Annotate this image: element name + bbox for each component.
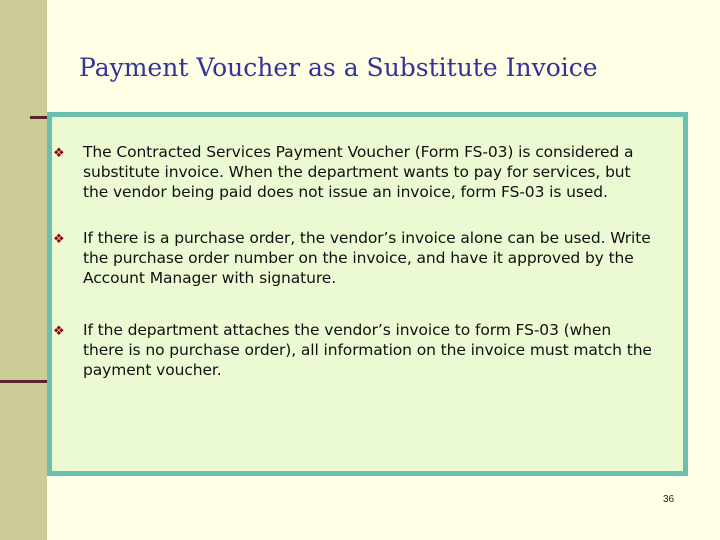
left-rule-accent — [0, 380, 50, 383]
bullet-text-1: The Contracted Services Payment Voucher (Form FS-03) is considered a substitute invoice. When the department wants to pay for services, but the vendor being paid does not issue an invoice, form FS-03 is used. — [83, 143, 634, 201]
bullet-diamond-icon: ❖ — [53, 232, 65, 247]
bullet-diamond-icon: ❖ — [53, 146, 65, 161]
bullet-item-1 — [53, 142, 653, 202]
bullet-diamond-icon: ❖ — [53, 324, 65, 339]
bullet-item-2 — [53, 228, 653, 288]
slide-title: Payment Voucher as a Substitute Invoice — [79, 53, 598, 82]
bullet-item-3 — [53, 320, 653, 380]
left-decorative-band — [0, 0, 47, 540]
bullet-text-2: If there is a purchase order, the vendor’s invoice alone can be used. Write the purchase order number on the invoice, and have it approved by the Account Manager with signature. — [83, 229, 651, 287]
page-number: 36 — [663, 494, 675, 505]
bullet-text-3: If the department attaches the vendor’s invoice to form FS-03 (when there is no purchase order), all information on the invoice must match the payment voucher. — [83, 321, 652, 379]
